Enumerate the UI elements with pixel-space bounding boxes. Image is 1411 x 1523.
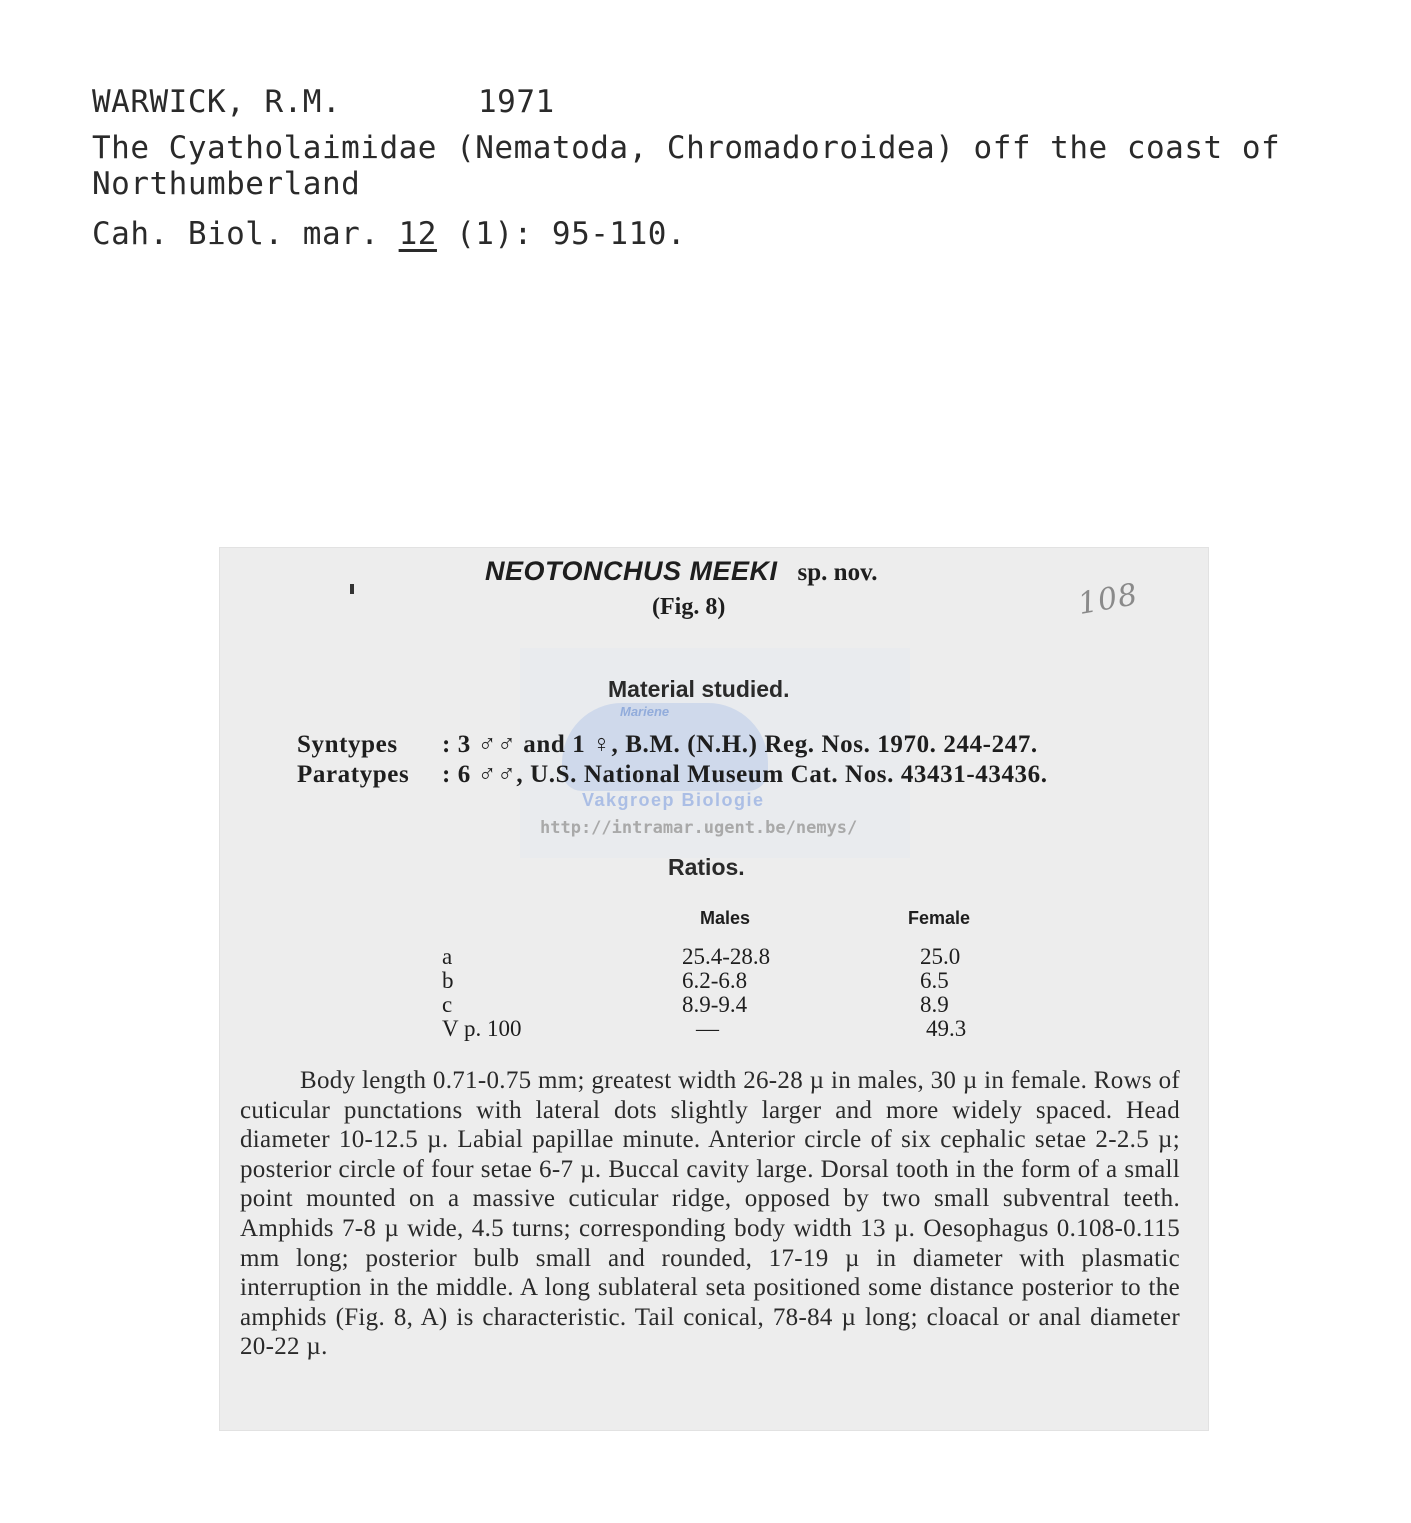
column-header-males: Males: [700, 908, 751, 928]
males-value: 6.2-6.8: [682, 968, 748, 993]
article-title-line-2: Northumberland: [92, 166, 361, 202]
row-label: a: [442, 944, 453, 969]
description-clipping: [220, 548, 1208, 1430]
column-header-female: Female: [908, 908, 971, 928]
males-value: 25.4-28.8: [682, 944, 771, 969]
paratypes-label: Paratypes: [297, 761, 410, 788]
citation-suffix: (1): 95-110.: [436, 216, 687, 252]
author-name: WARWICK, R.M.: [92, 84, 342, 120]
female-value: 25.0: [920, 944, 961, 969]
material-studied-heading: Material studied.: [608, 676, 790, 702]
species-description: Body length 0.71-0.75 mm; greatest width 26-28 µ in males, 30 µ in female. Rows of cuticular punctations with lateral dots slightly larger and more widely spaced. Head diameter 10-12.5 µ. Labial papillae minute. Anterior circle of six cephalic setae 2-2.5 µ; posterior circle of four setae 6-7 µ. Buccal cavity large. Dorsal tooth in the form of a small point mounted on a massive cuticular ridge, opposed by two small subventral teeth. Amphids 7-8 µ wide, 4.5 turns; corresponding body width 13 µ. Oesophagus 0.108-0.115 mm long; posterior bulb small and rounded, 17-19 µ in diameter with plasmatic interruption in the middle. A long sublateral seta positioned some distance posterior to the amphids (Fig. 8, A) is characteristic. Tail conical, 78-84 µ long; cloacal or anal diameter 20-22 µ.: [240, 1067, 1180, 1361]
species-heading: [485, 556, 877, 587]
citation-prefix: Cah. Biol. mar.: [92, 216, 399, 252]
watermark-group-text: Vakgroep Biologie: [582, 790, 765, 810]
article-title-line-1: The Cyatholaimidae (Nematoda, Chromadoroidea) off the coast of: [92, 130, 1281, 166]
males-value: —: [696, 1016, 719, 1041]
female-value: 8.9: [920, 992, 949, 1017]
row-label: b: [442, 968, 454, 993]
row-label: c: [442, 992, 453, 1017]
paratypes-text: : 6 ♂♂, U.S. National Museum Cat. Nos. 43431-43436.: [442, 761, 1048, 788]
row-label: V p. 100: [442, 1016, 522, 1041]
watermark-url: http://intramar.ugent.be/nemys/: [540, 818, 858, 838]
journal-citation: [92, 216, 686, 252]
handwritten-page-number: 108: [1075, 577, 1141, 622]
figure-reference: (Fig. 8): [652, 594, 726, 620]
female-value: 49.3: [926, 1016, 967, 1041]
males-value: 8.9-9.4: [682, 992, 748, 1017]
species-suffix: sp. nov.: [797, 559, 878, 586]
publication-year: 1971: [478, 84, 555, 120]
watermark-logo-text: Mariene: [620, 704, 670, 719]
female-value: 6.5: [920, 968, 949, 993]
ink-speck: [350, 584, 354, 594]
species-name: NEOTONCHUS MEEKI: [485, 556, 778, 586]
ratios-heading: Ratios.: [668, 854, 745, 880]
citation-volume: 12: [398, 216, 437, 252]
syntypes-label: Syntypes: [297, 731, 398, 758]
syntypes-text: : 3 ♂♂ and 1 ♀, B.M. (N.H.) Reg. Nos. 1970. 244-247.: [442, 731, 1038, 758]
